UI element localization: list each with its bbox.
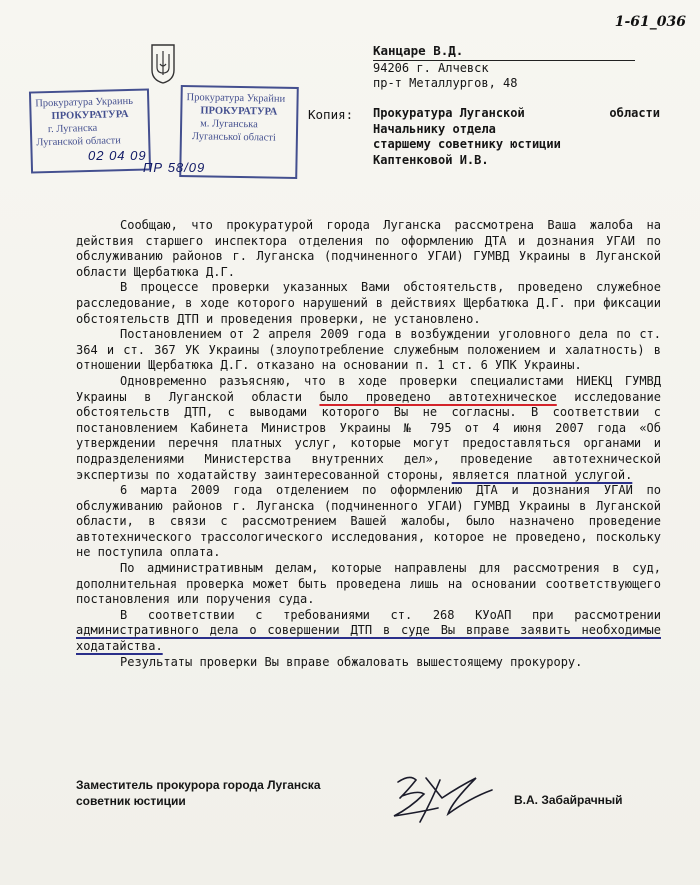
stamp-line: Луганської області xyxy=(191,131,276,144)
addressee-address-line: пр-т Металлургов, 48 xyxy=(373,76,518,90)
registration-date: 02 04 09 xyxy=(88,148,147,163)
addressee-underline xyxy=(373,60,635,61)
stamp-line: Прокуратура Украйни xyxy=(186,92,286,105)
paragraph-text: В соответствии с требованиями ст. 268 КУоАП при рассмотрении xyxy=(120,607,661,622)
handwritten-signature xyxy=(380,768,500,830)
paragraph: 6 марта 2009 года отделением по оформлению ДТА и дознания УГАИ по обслуживанию районов г. Луганска (подчиненного УГАИ) ГУМВД Украины в Луганской области, в связи с рассмотрением Вашей жалобы, было назначено проведение автотехнического трассологического исследования, которое не проведено, поскольку не поступила оплата. xyxy=(76,483,661,560)
addressee-address-line: 94206 г. Алчевск xyxy=(373,61,489,75)
blue-underlined-text: является платной услугой. xyxy=(451,467,633,482)
trident-emblem-icon xyxy=(150,42,176,84)
copy-recipient-line: Начальнику отдела xyxy=(373,121,496,136)
paragraph: Сообщаю, что прокуратурой города Луганска рассмотрена Ваша жалоба на действия старшего инспектора отделения по оформлению ДТА и дознания УГАИ по обслуживанию районов г. Луганска (подчиненного УГАИ) ГУМВД Украины в Луганской области Щербатюка Д.Г. xyxy=(76,218,661,279)
paragraph: По административным делам, которые направлены для рассмотрения в суд, дополнительная проверка может быть проведена лишь на основании соответствующего постановления или поручения суда. xyxy=(76,561,661,607)
copy-recipient-line: Прокуратура Луганской xyxy=(373,106,525,120)
red-underlined-text: было проведено автотехническое xyxy=(319,389,557,404)
signer-title: советник юстиции xyxy=(76,794,186,808)
addressee-block xyxy=(373,43,518,91)
letter-body xyxy=(76,218,661,670)
stamp-line: ПРОКУРАТУРА xyxy=(51,108,129,122)
paragraph: Постановлением от 2 апреля 2009 года в возбуждении уголовного дела по ст. 364 и ст. 367 УК Украины (злоупотребление служебным положением и халатность) в отношении Щербатюка Д.Г. отказано на основании п. 1 ст. 6 УПК Украины. xyxy=(76,327,661,373)
copy-recipient-line: Каптенковой И.В. xyxy=(373,152,489,167)
signer-title: Заместитель прокурора города Луганска xyxy=(76,778,321,792)
stamp-line: г. Луганска xyxy=(47,122,98,136)
paragraph: В процессе проверки указанных Вами обстоятельств, проведено служебное расследование, в ходе которого нарушений в действиях Щербатюка Д.Г. при фиксации обстоятельств ДТП и проведения проверки, не установлено. xyxy=(76,280,661,326)
paragraph: Результаты проверки Вы вправе обжаловать вышестоящему прокурору. xyxy=(120,654,583,669)
copy-label: Копия: xyxy=(308,107,354,122)
paragraph-text: Одновременно разъясняю, что в ходе проверки специалистами НИЕКЦ ГУМВД Украины в Луганской области xyxy=(76,373,661,404)
stamp-line: ПРОКУРАТУРА xyxy=(200,105,278,118)
registration-number: ПР 58/09 xyxy=(143,160,206,175)
stamp-line: м. Луганська xyxy=(200,118,258,131)
signer-block xyxy=(76,777,321,809)
addressee-name: Канцаре В.Д. xyxy=(373,43,464,58)
document-code: 1-61_036 xyxy=(614,14,686,30)
stamp-line: Луганской области xyxy=(36,135,121,149)
copy-recipient-line: старшему советнику юстиции xyxy=(373,137,561,151)
copy-recipient-line: области xyxy=(609,106,660,120)
copy-recipient-block xyxy=(373,106,660,168)
paragraph-text: исследование обстоятельств ДТП, с выводами которого Вы не согласны. В соответствии с постановлением Кабинета Министров Украины № 795 от 4 июня 2007 года «Об утверждении перечня платных услуг, которые могут предоставляться органами и подразделениями Министерства внутренних дел», проведение автотехнической экспертизы по ходатайству заинтересованной стороны, xyxy=(76,389,661,482)
blue-underlined-text: административного дела о совершении ДТП в суде Вы вправе заявить необходимые ходатайства. xyxy=(76,623,661,654)
paragraph xyxy=(76,374,661,483)
paragraph xyxy=(76,608,661,655)
signer-name: В.А. Забайрачный xyxy=(514,793,623,807)
stamp-line: Прокуратура Украинь xyxy=(35,95,134,110)
